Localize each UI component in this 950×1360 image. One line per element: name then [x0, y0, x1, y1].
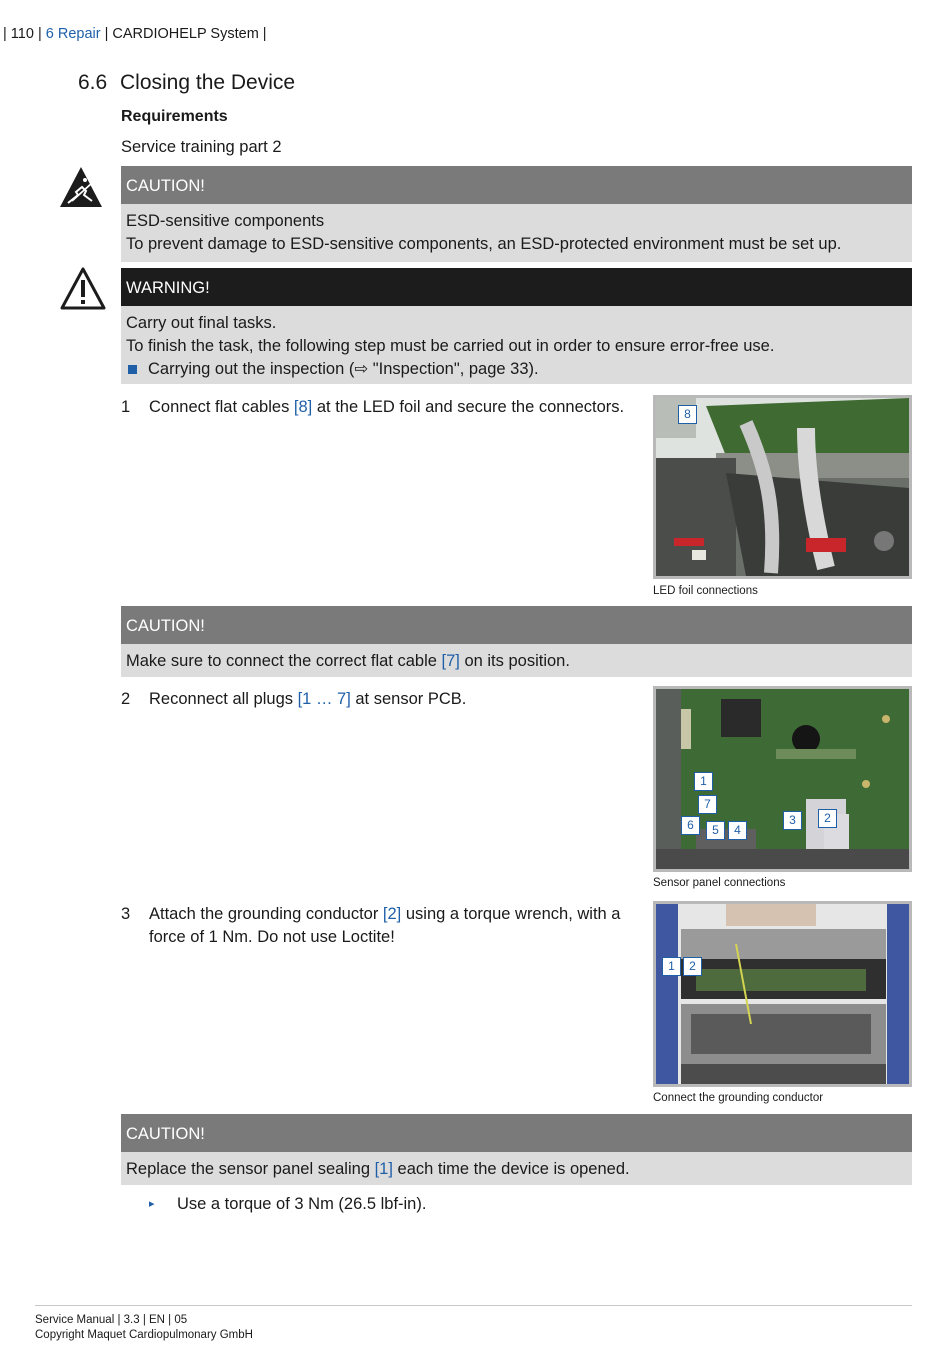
step-3-text-pre: Attach the grounding conductor: [149, 905, 383, 923]
header-doc-title: | CARDIOHELP System |: [104, 26, 267, 42]
esd-warning-icon: [58, 165, 104, 209]
callout-1: 1: [694, 772, 713, 791]
figure-led-foil-image: [653, 395, 912, 579]
caution-flat-cable-label: CAUTION!: [121, 606, 912, 644]
callout-2: 2: [818, 809, 837, 828]
caution-esd-line1: ESD-sensitive components: [126, 212, 325, 230]
requirements-label: Requirements: [121, 108, 228, 125]
warning-body: [121, 306, 912, 384]
step-3-text: [149, 903, 626, 949]
caution-sealing-body: [121, 1152, 912, 1185]
step-1-number: 1: [121, 398, 131, 416]
caution-sealing-text-post: each time the device is opened.: [392, 1160, 630, 1178]
caution-flat-cable-text-pre: Make sure to connect the correct flat cable: [126, 652, 442, 670]
header-page-number: | 110 |: [3, 26, 42, 42]
requirements-text: Service training part 2: [121, 138, 282, 156]
callout-3: 3: [783, 811, 802, 830]
caution-esd-body: [121, 204, 912, 262]
warning-bullet-link[interactable]: Carrying out the inspection (⇨ "Inspection", page 33).: [148, 360, 539, 378]
caution-flat-cable-body: [121, 644, 912, 677]
step-2: [121, 688, 626, 711]
step-1-ref-link[interactable]: [8]: [293, 398, 313, 416]
callout-5: 5: [706, 821, 725, 840]
step-2-text-pre: Reconnect all plugs: [149, 690, 298, 708]
caution-sealing-ref-link[interactable]: [1]: [374, 1160, 393, 1178]
figure-grounding-caption: Connect the grounding conductor: [653, 1092, 824, 1104]
step-2-number: 2: [121, 690, 131, 708]
figure-grounding-image: [653, 901, 912, 1087]
section-title: Closing the Device: [120, 71, 296, 94]
grounding-photo: [656, 904, 909, 1084]
warning-triangle-icon: [59, 266, 107, 311]
step-2-text-post: at sensor PCB.: [350, 690, 467, 708]
triangle-bullet-icon: ▸: [149, 1198, 155, 1210]
callout-1: 1: [662, 957, 681, 976]
section-number: 6.6: [78, 71, 108, 94]
caution-esd-box: [121, 166, 912, 262]
step-2-text: [149, 688, 626, 711]
caution-esd-line2: To prevent damage to ESD-sensitive components, an ESD-protected environment must be set up.: [126, 235, 842, 253]
bullet-square-icon: [128, 365, 137, 374]
step-1-text-post: at the LED foil and secure the connectors.: [312, 398, 625, 416]
callout-2: 2: [683, 957, 702, 976]
step-3-number: 3: [121, 905, 131, 923]
caution-sealing-label: CAUTION!: [121, 1114, 912, 1152]
footer-line2: Copyright Maquet Cardiopulmonary GmbH: [35, 1329, 253, 1341]
callout-7: 7: [698, 795, 717, 814]
step-1: [121, 396, 626, 419]
substep-text: Use a torque of 3 Nm (26.5 lbf-in).: [177, 1195, 427, 1213]
caution-esd-label: CAUTION!: [121, 166, 912, 204]
footer-divider: [35, 1305, 912, 1306]
running-header: [3, 26, 267, 42]
warning-box: [121, 268, 912, 384]
figure-sensor-panel-image: [653, 686, 912, 872]
section-heading: [78, 71, 295, 95]
caution-flat-cable-text-post: on its position.: [459, 652, 570, 670]
figure-led-foil-caption: LED foil connections: [653, 585, 758, 597]
step-3-ref-link[interactable]: [2]: [382, 905, 402, 923]
warning-bullet-item: [126, 358, 907, 381]
footer-line1: Service Manual | 3.3 | EN | 05: [35, 1314, 188, 1326]
warning-line1: Carry out final tasks.: [126, 314, 277, 332]
caution-flat-cable-ref-link[interactable]: [7]: [441, 652, 460, 670]
caution-flat-cable-box: [121, 606, 912, 677]
figure-sensor-panel-caption: Sensor panel connections: [653, 877, 786, 889]
caution-sealing-box: [121, 1114, 912, 1185]
callout-6: 6: [681, 816, 700, 835]
warning-line2: To finish the task, the following step must be carried out in order to ensure error-free use.: [126, 337, 775, 355]
step-3-text-post: using a torque wrench, with a force of 1 Nm. Do not use Loctite!: [149, 905, 621, 946]
callout-4: 4: [728, 821, 747, 840]
caution-sealing-text-pre: Replace the sensor panel sealing: [126, 1160, 375, 1178]
warning-label: WARNING!: [121, 268, 912, 306]
substep-torque: [149, 1195, 426, 1214]
step-1-text: [149, 396, 626, 419]
header-chapter-link[interactable]: 6 Repair: [45, 26, 101, 42]
step-2-ref-link[interactable]: [1 … 7]: [297, 690, 351, 708]
callout-8: 8: [678, 405, 697, 424]
led-foil-photo: [656, 398, 909, 576]
step-1-text-pre: Connect flat cables: [149, 398, 294, 416]
step-3: [121, 903, 626, 949]
